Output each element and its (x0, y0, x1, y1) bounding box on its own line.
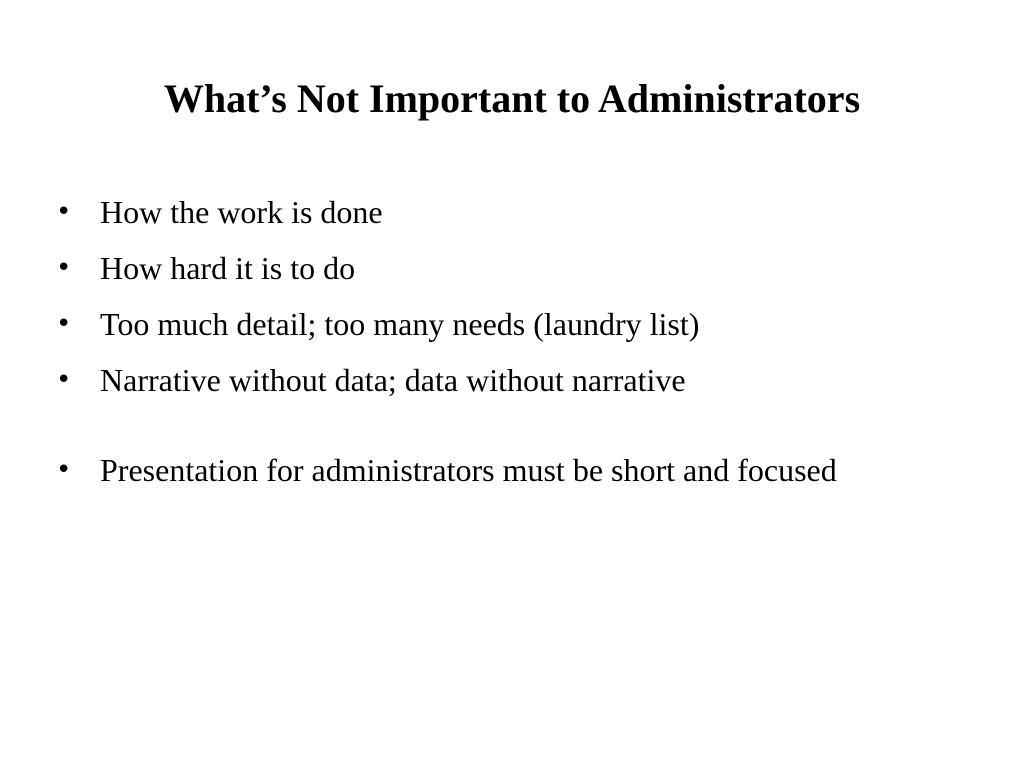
bullet-text: How the work is done (100, 194, 383, 230)
bullet-icon: • (56, 309, 72, 339)
bullet-icon: • (56, 197, 72, 227)
bullet-text: Too much detail; too many needs (laundry list) (100, 306, 700, 342)
bullet-icon: • (56, 455, 72, 485)
slide-title: What’s Not Important to Administrators (163, 76, 861, 121)
bullet-icon: • (56, 365, 72, 395)
bullet-item (56, 448, 956, 493)
bullet-text: Presentation for administrators must be short and focused (100, 452, 837, 488)
bullet-text: Narrative without data; data without narrative (100, 362, 686, 398)
bullet-item (56, 358, 956, 403)
bullet-item (56, 302, 956, 347)
bullet-list (56, 190, 956, 504)
bullet-item (56, 246, 956, 291)
bullet-icon: • (56, 253, 72, 283)
bullet-item (56, 190, 956, 235)
bullet-text: How hard it is to do (100, 250, 356, 286)
